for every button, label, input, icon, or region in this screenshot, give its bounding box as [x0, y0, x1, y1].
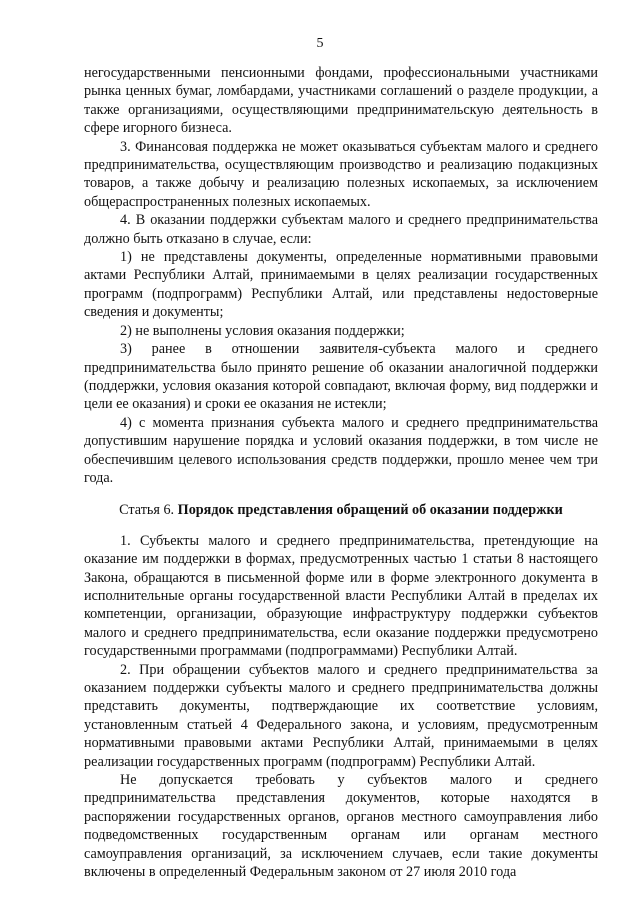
subitem-3: 3) ранее в отношении заявителя-субъекта малого и среднего предпринимательства было принято решение об оказании аналогичной поддержки (поддержки, условия оказания которой совпадают, включая форму, вид поддержки и цели ее оказания) и сроки ее оказания не истекли;	[84, 341, 598, 413]
paragraph-item-4: 4. В оказании поддержки субъектам малого и среднего предпринимательства должно быть отказано в случае, если:	[84, 212, 598, 247]
article-heading	[84, 501, 598, 519]
body-text	[84, 64, 598, 881]
subitem-1: 1) не представлены документы, определенные нормативными правовыми актами Республики Алтай, принимаемыми в целях реализации государственных программ (подпрограмм) Республики Алтай, или представлены недостоверные сведения и документы;	[84, 249, 598, 321]
subitem-4: 4) с момента признания субъекта малого и среднего предпринимательства допустившим нарушение порядка и условий оказания поддержки, в том числе не обеспечившим целевого использования средств поддержки, прошло менее чем три года.	[84, 414, 598, 486]
article-paragraph-2: 2. При обращении субъектов малого и среднего предпринимательства за оказанием поддержки субъекты малого и среднего предпринимательства должны представить документы, подтверждающие их соответствие условиям, установленным статьей 4 Федерального закона, и условиям, предусмотренным нормативными правовыми актами Республики Алтай, принимаемыми в целях реализации государственных программ (подпрограмм) Республики Алтай.	[84, 661, 598, 770]
article-prefix: Статья 6.	[119, 502, 175, 519]
paragraph-continuation: негосударственными пенсионными фондами, профессиональными участниками рынка ценных бумаг, ломбардами, участниками соглашений о разделе продукции, а также организациями, осуществляющими предпринимательскую деятельность в сфере игорного бизнеса.	[84, 65, 598, 137]
article-paragraph-3: Не допускается требовать у субъектов малого и среднего предпринимательства представления документов, которые находятся в распоряжении государственных органов, органов местного самоуправления либо подведомственных государственным органам или органам местного самоуправления организаций, за исключением случаев, если такие документы включены в определенный Федеральным законом от 27 июля 2010 года	[84, 772, 598, 881]
article-title: Порядок представления обращений об оказании поддержки	[177, 502, 563, 519]
paragraph-item-3: 3. Финансовая поддержка не может оказываться субъектам малого и среднего предпринимательства, осуществляющим производство и реализацию подакцизных товаров, а также добычу и реализацию полезных ископаемых, за исключением общераспространенных полезных ископаемых.	[84, 138, 598, 210]
article-paragraph-1: 1. Субъекты малого и среднего предпринимательства, претендующие на оказание им поддержки в формах, предусмотренных частью 1 статьи 8 настоящего Закона, обращаются в письменной форме или в форме электронного документа в исполнительные органы государственной власти Республики Алтай в пределах их компетенции, организации, образующие инфраструктуру поддержки субъектов малого и среднего предпринимательства, если оказание поддержки предусмотрено государственными программами (подпрограммами) Республики Алтай.	[84, 532, 598, 660]
subitem-2: 2) не выполнены условия оказания поддержки;	[120, 322, 405, 339]
page-number: 5	[316, 36, 324, 51]
